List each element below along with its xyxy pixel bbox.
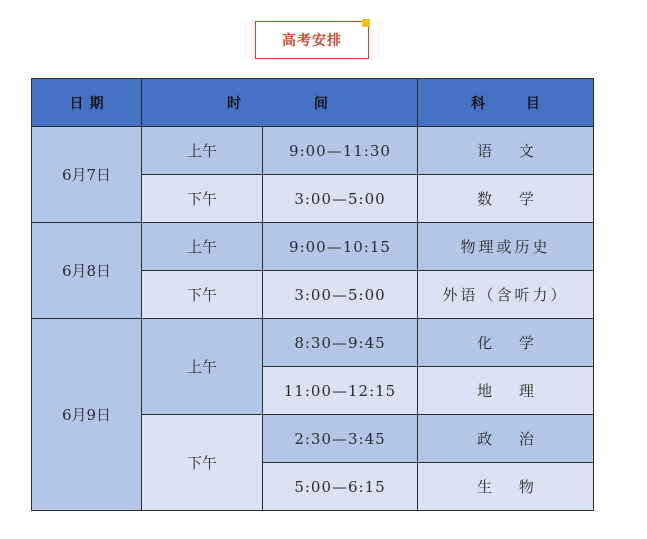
page-title [255, 21, 369, 59]
date-cell: 6月8日 [32, 223, 142, 319]
period-cell: 上午 [142, 319, 263, 415]
header-time: 时 间 [142, 79, 418, 127]
title-corner-accent [362, 19, 370, 27]
time-cell: 3:00—5:00 [263, 271, 418, 319]
subject-cell: 数 学 [418, 175, 594, 223]
period-cell: 下午 [142, 415, 263, 511]
subject-cell: 物理或历史 [418, 223, 594, 271]
time-cell: 11:00—12:15 [263, 367, 418, 415]
header-date: 日期 [32, 79, 142, 127]
date-cell: 6月7日 [32, 127, 142, 223]
time-cell: 3:00—5:00 [263, 175, 418, 223]
subject-cell: 外语（含听力） [418, 271, 594, 319]
period-cell: 上午 [142, 127, 263, 175]
time-cell: 9:00—10:15 [263, 223, 418, 271]
subject-cell: 化 学 [418, 319, 594, 367]
subject-cell: 语 文 [418, 127, 594, 175]
header-subject: 科 目 [418, 79, 594, 127]
subject-cell: 地 理 [418, 367, 594, 415]
table-row [32, 127, 594, 175]
page-title-text: 高考安排 [282, 33, 342, 49]
time-cell: 5:00—6:15 [263, 463, 418, 511]
date-cell: 6月9日 [32, 319, 142, 511]
subject-cell: 生 物 [418, 463, 594, 511]
table-row [32, 319, 594, 367]
period-cell: 下午 [142, 175, 263, 223]
table-header-row [32, 79, 594, 127]
period-cell: 上午 [142, 223, 263, 271]
time-cell: 2:30—3:45 [263, 415, 418, 463]
time-cell: 9:00—11:30 [263, 127, 418, 175]
table-row [32, 223, 594, 271]
period-cell: 下午 [142, 271, 263, 319]
time-cell: 8:30—9:45 [263, 319, 418, 367]
exam-schedule-table [31, 78, 594, 511]
subject-cell: 政 治 [418, 415, 594, 463]
